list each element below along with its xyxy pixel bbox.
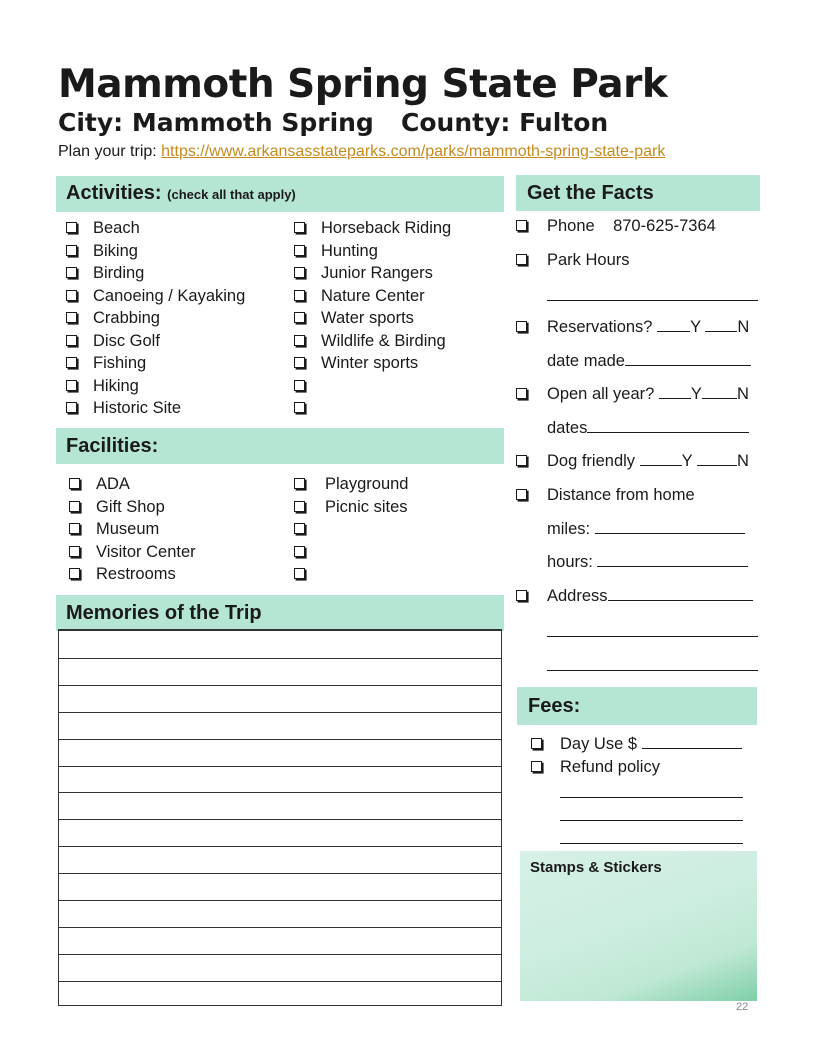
phone-label: Phone: [547, 217, 595, 235]
activities-header: [56, 176, 504, 212]
activities-column-1: [66, 217, 286, 417]
activity-label: Hunting: [321, 241, 378, 260]
reservations-yes: Y: [690, 318, 701, 336]
dog-friendly-yes-blank[interactable]: [640, 450, 682, 466]
facility-checkbox-picnic-sites[interactable]: [294, 501, 305, 512]
memories-line: [59, 739, 501, 740]
activity-checkbox-hunting[interactable]: [294, 245, 305, 256]
activity-checkbox-horseback-riding[interactable]: [294, 222, 305, 233]
dog-friendly-no: N: [736, 452, 749, 470]
open-all-year-label: Open all year?: [547, 385, 655, 403]
facility-label: Visitor Center: [96, 542, 196, 561]
reservations-label: Reservations?: [547, 318, 653, 336]
page-title: Mammoth Spring State Park: [58, 62, 668, 107]
address-label: Address: [547, 587, 608, 605]
memories-line: [59, 712, 501, 713]
memories-line: [59, 819, 501, 820]
activities-column-2: [294, 217, 504, 417]
activity-label: Beach: [93, 219, 140, 237]
facility-label: Picnic sites: [325, 497, 408, 516]
memories-header: [56, 595, 504, 631]
activity-checkbox-birding[interactable]: [66, 267, 77, 278]
address-line-2[interactable]: [547, 636, 758, 637]
activity-label: Horseback Riding: [321, 219, 452, 237]
open-all-year-yes: Y: [690, 385, 702, 403]
facts-header: [516, 175, 760, 211]
refund-line-1[interactable]: [560, 797, 743, 798]
activity-checkbox-winter-sports[interactable]: [294, 357, 305, 368]
miles-label: miles:: [547, 520, 591, 538]
open-all-year-yes-blank[interactable]: [659, 383, 691, 399]
memories-line: [59, 658, 501, 659]
open-all-year-no: N: [736, 385, 749, 403]
dates-label: dates: [547, 419, 588, 437]
miles-blank[interactable]: [595, 518, 745, 534]
memories-writing-area[interactable]: [58, 629, 502, 1006]
dog-friendly-no-blank[interactable]: [697, 450, 737, 466]
open-all-year-no-blank[interactable]: [702, 383, 737, 399]
day-use-label: Day Use $: [560, 735, 638, 753]
activity-label: Fishing: [93, 354, 147, 372]
address-line-3[interactable]: [547, 670, 758, 671]
date-made-blank[interactable]: [625, 350, 751, 366]
activity-checkbox-canoeing-kayaking[interactable]: [66, 290, 77, 301]
activity-label: Canoeing / Kayaking: [93, 286, 246, 305]
activity-checkbox-beach[interactable]: [66, 222, 77, 233]
activity-checkbox-blank-9[interactable]: [294, 402, 305, 413]
facilities-column-2: [294, 473, 504, 588]
memories-line: [59, 954, 501, 955]
memories-line: [59, 981, 501, 982]
day-use-checkbox[interactable]: [531, 738, 542, 749]
address-blank[interactable]: [608, 585, 753, 601]
plan-trip-line: [58, 143, 665, 161]
facility-label: Restrooms: [96, 565, 176, 583]
facilities-header: [56, 428, 504, 464]
activity-checkbox-water-sports[interactable]: [294, 312, 305, 323]
facilities-title: Facilities:: [66, 435, 159, 457]
phone-checkbox[interactable]: [516, 220, 527, 231]
memories-line: [59, 766, 501, 767]
activity-label: Historic Site: [93, 399, 182, 417]
facility-checkbox-ada[interactable]: [69, 478, 80, 489]
park-website-link[interactable]: https://www.arkansasstateparks.com/parks/mammoth-spring-state-park: [161, 143, 666, 160]
dog-friendly-label: Dog friendly: [547, 452, 636, 470]
distance-checkbox[interactable]: [516, 489, 527, 500]
activity-label: Biking: [93, 241, 138, 260]
activities-note: (check all that apply): [167, 187, 296, 202]
facility-label: Museum: [96, 520, 160, 538]
stamps-stickers-area[interactable]: [520, 851, 757, 1001]
facility-label: ADA: [96, 475, 130, 493]
dog-friendly-checkbox[interactable]: [516, 455, 527, 466]
memories-line: [59, 927, 501, 928]
activity-label: Water sports: [321, 309, 414, 327]
refund-policy-label: Refund policy: [560, 758, 660, 776]
activity-checkbox-disc-golf[interactable]: [66, 335, 77, 346]
day-use-blank[interactable]: [642, 733, 742, 749]
activity-checkbox-historic-site[interactable]: [66, 402, 77, 413]
facility-checkbox-museum[interactable]: [69, 523, 80, 534]
facility-checkbox-restrooms[interactable]: [69, 568, 80, 579]
reservations-no: N: [737, 318, 750, 336]
stamps-title: Stamps & Stickers: [530, 859, 662, 876]
open-all-year-checkbox[interactable]: [516, 388, 527, 399]
reservations-yes-blank[interactable]: [657, 316, 690, 332]
facility-checkbox-gift-shop[interactable]: [69, 501, 80, 512]
fees-header: [517, 687, 757, 725]
page-number: 22: [736, 1001, 749, 1013]
activity-checkbox-hiking[interactable]: [66, 380, 77, 391]
activity-checkbox-fishing[interactable]: [66, 357, 77, 368]
facility-checkbox-blank-5[interactable]: [294, 568, 305, 579]
distance-label: Distance from home: [547, 486, 695, 504]
activity-label: Disc Golf: [93, 331, 160, 350]
memories-line: [59, 873, 501, 874]
activity-label: Hiking: [93, 376, 139, 395]
activity-checkbox-biking[interactable]: [66, 245, 77, 256]
facilities-column-1: [69, 473, 279, 588]
park-hours-label: Park Hours: [547, 251, 630, 269]
facility-label: Playground: [325, 475, 409, 493]
park-hours-line[interactable]: [547, 300, 758, 301]
plan-trip-label: Plan your trip:: [58, 143, 162, 160]
hours-blank[interactable]: [597, 551, 748, 567]
hours-label: hours:: [547, 553, 593, 571]
reservations-checkbox[interactable]: [516, 321, 527, 332]
activity-label: Winter sports: [321, 354, 419, 372]
facility-checkbox-visitor-center[interactable]: [69, 546, 80, 557]
date-made-label: date made: [547, 352, 625, 370]
dog-friendly-yes: Y: [681, 452, 693, 470]
activities-title: Activities:: [66, 182, 162, 204]
facts-title: Get the Facts: [527, 182, 654, 204]
activity-label: Wildlife & Birding: [321, 331, 446, 350]
activity-checkbox-blank-8[interactable]: [294, 380, 305, 391]
activity-label: Crabbing: [93, 309, 160, 327]
refund-policy-checkbox[interactable]: [531, 761, 542, 772]
activity-label: Birding: [93, 264, 145, 282]
memories-line: [59, 900, 501, 901]
address-checkbox[interactable]: [516, 590, 527, 601]
dates-blank[interactable]: [587, 417, 749, 433]
fees-title: Fees:: [528, 695, 581, 717]
activity-checkbox-wildlife-and-birding[interactable]: [294, 335, 305, 346]
facility-checkbox-playground[interactable]: [294, 478, 305, 489]
memories-title: Memories of the Trip: [66, 602, 262, 624]
memories-line: [59, 792, 501, 793]
reservations-no-blank[interactable]: [705, 316, 737, 332]
activity-checkbox-crabbing[interactable]: [66, 312, 77, 323]
park-hours-checkbox[interactable]: [516, 254, 527, 265]
refund-line-2[interactable]: [560, 820, 743, 821]
memories-line: [59, 685, 501, 686]
activity-label: Junior Rangers: [321, 264, 433, 282]
activity-checkbox-nature-center[interactable]: [294, 290, 305, 301]
phone-value: 870-625-7364: [613, 217, 716, 235]
facility-checkbox-blank-3[interactable]: [294, 523, 305, 534]
activity-label: Nature Center: [321, 286, 425, 305]
city-label: City: Mammoth Spring: [58, 108, 374, 137]
refund-line-3[interactable]: [560, 843, 743, 844]
facility-checkbox-blank-4[interactable]: [294, 546, 305, 557]
memories-line: [59, 846, 501, 847]
facility-label: Gift Shop: [96, 497, 165, 516]
county-label: County: Fulton: [401, 108, 609, 137]
activity-checkbox-junior-rangers[interactable]: [294, 267, 305, 278]
